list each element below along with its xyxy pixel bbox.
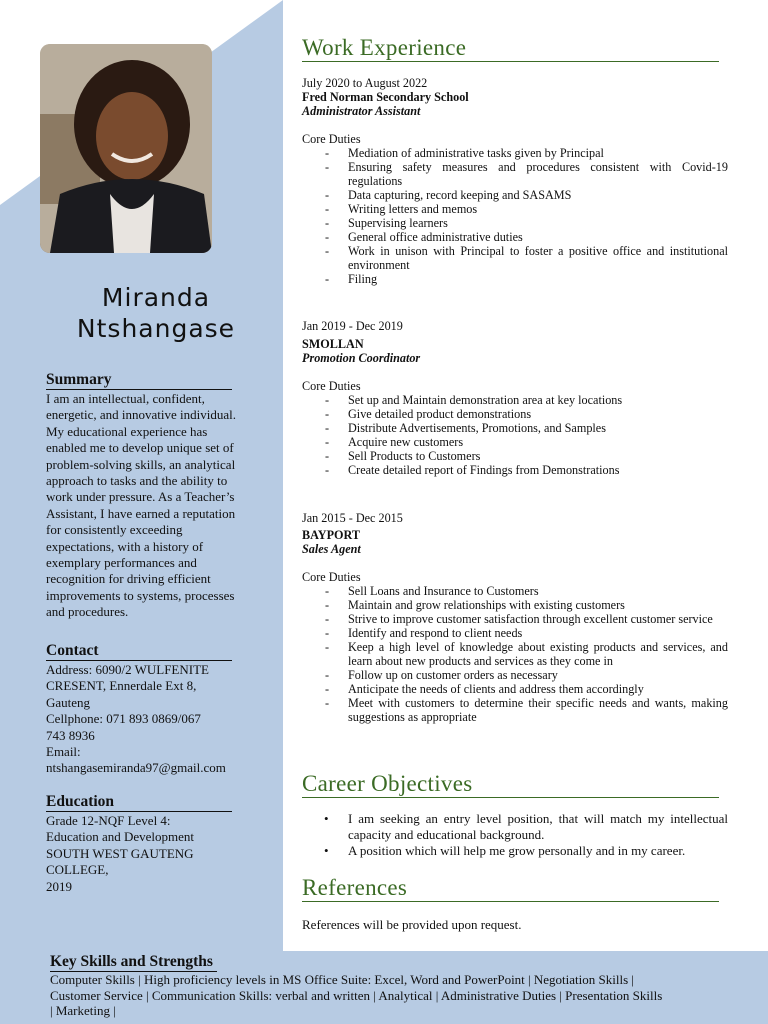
objective-item: • I am seeking an entry level position, that will match my intellectual capacity and educational background.: [302, 811, 728, 843]
education-line: Education and Development: [46, 829, 195, 845]
summary-line: enabled me to develop unique set of: [46, 440, 234, 456]
job-dates: Jan 2019 - Dec 2019: [302, 319, 403, 333]
skills-line: Customer Service | Communication Skills: verbal and written | Analytical | Administrative Duties | Presentation Skills: [50, 987, 663, 1003]
summary-line: work under pressure. As a Teacher’s: [46, 489, 235, 505]
duty-item: - Data capturing, record keeping and SASAMS: [302, 188, 728, 202]
summary-section: [46, 371, 266, 621]
duty-item: - Maintain and grow relationships with existing customers: [302, 598, 728, 612]
duty-item: - General office administrative duties: [302, 230, 728, 244]
duty-item: - Identify and respond to client needs: [302, 626, 728, 640]
duty-item: - Keep a high level of knowledge about existing products and services, and learn about new products and services as they come in: [302, 640, 728, 668]
summary-line: Assistant, I have earned a reputation: [46, 505, 236, 521]
job-employer: SMOLLAN: [302, 337, 364, 351]
contact-line: CRESENT, Ennerdale Ext 8,: [46, 678, 197, 694]
career-objectives-section: [302, 811, 728, 859]
references-heading: References: [302, 874, 719, 902]
duty-item: - Acquire new customers: [302, 435, 728, 449]
skills-line: Computer Skills | High proficiency levels in MS Office Suite: Excel, Word and PowerPoint | Negotiation Skills |: [50, 972, 634, 987]
candidate-name: [40, 282, 272, 344]
contact-line: Address: 6090/2 WULFENITE: [46, 662, 209, 677]
work-experience-heading: Work Experience: [302, 34, 719, 62]
objectives-list: [302, 811, 728, 859]
duty-item: - Set up and Maintain demonstration area at key locations: [302, 393, 728, 407]
summary-line: problem-solving skills, an analytical: [46, 456, 236, 472]
duties-list: [302, 393, 728, 477]
career-objectives-heading: Career Objectives: [302, 770, 719, 798]
job-entry: [302, 76, 728, 286]
duty-item: - Sell Loans and Insurance to Customers: [302, 584, 728, 598]
job-dates: Jan 2015 - Dec 2015: [302, 511, 403, 525]
job-dates: July 2020 to August 2022: [302, 76, 428, 90]
summary-line: My educational experience has: [46, 423, 208, 439]
job-entry: [302, 319, 728, 477]
duty-item: - Distribute Advertisements, Promotions, and Samples: [302, 421, 728, 435]
education-line: SOUTH WEST GAUTENG: [46, 845, 194, 861]
job-role: Promotion Coordinator: [302, 351, 421, 365]
summary-line: exemplary performances and: [46, 555, 197, 571]
job-role: Sales Agent: [302, 542, 361, 556]
duty-item: - Sell Products to Customers: [302, 449, 728, 463]
duty-item: - Strive to improve customer satisfaction through excellent customer service: [302, 612, 728, 626]
references-text: References will be provided upon request.: [302, 917, 522, 932]
education-section: [46, 793, 266, 895]
core-duties-label: Core Duties: [302, 379, 361, 393]
first-name: Miranda: [101, 283, 211, 312]
duty-item: - Supervising learners: [302, 216, 728, 230]
education-heading: Education: [46, 793, 232, 812]
skills-line: | Marketing |: [50, 1003, 116, 1018]
duty-item: - Follow up on customer orders as necessary: [302, 668, 728, 682]
last-name: Ntshangase: [76, 314, 236, 343]
duty-item: - Filing: [302, 272, 728, 286]
summary-line: improvements to systems, processes: [46, 587, 235, 603]
duty-item: - Meet with customers to determine their specific needs and wants, making suggestions as appropriate: [302, 696, 728, 724]
summary-line: expectations, with a history of: [46, 538, 204, 554]
contact-line: Cellphone: 071 893 0869/067: [46, 711, 201, 727]
duty-item: - Anticipate the needs of clients and address them accordingly: [302, 682, 728, 696]
job-role: Administrator Assistant: [302, 104, 421, 118]
profile-photo: [40, 44, 212, 253]
contact-section: [46, 642, 266, 777]
core-duties-label: Core Duties: [302, 132, 361, 146]
duty-item: - Writing letters and memos: [302, 202, 728, 216]
duty-item: - Give detailed product demonstrations: [302, 407, 728, 421]
duties-list: [302, 584, 728, 724]
duty-item: - Ensuring safety measures and procedures consistent with Covid-19 regulations: [302, 160, 728, 188]
summary-line: I am an intellectual, confident,: [46, 391, 205, 406]
job-entry: [302, 511, 728, 724]
summary-line: for consistently exceeding: [46, 522, 183, 538]
skills-section: [50, 953, 740, 1019]
duty-item: - Create detailed report of Findings from Demonstrations: [302, 463, 728, 477]
job-employer: BAYPORT: [302, 528, 361, 542]
contact-line: Email:: [46, 744, 81, 760]
contact-heading: Contact: [46, 642, 232, 661]
duty-item: - Work in unison with Principal to foster a positive office and institutional environment: [302, 244, 728, 272]
core-duties-label: Core Duties: [302, 570, 361, 584]
summary-line: recognition for driving efficient: [46, 571, 211, 587]
education-line: COLLEGE,: [46, 862, 109, 878]
contact-line: Gauteng: [46, 694, 91, 710]
contact-line: 743 8936: [46, 727, 95, 743]
duty-item: - Mediation of administrative tasks given by Principal: [302, 146, 728, 160]
summary-line: approach to tasks and the ability to: [46, 473, 228, 489]
job-employer: Fred Norman Secondary School: [302, 90, 469, 104]
education-line: 2019: [46, 878, 72, 894]
duties-list: [302, 146, 728, 286]
education-line: Grade 12-NQF Level 4:: [46, 813, 171, 828]
summary-line: and procedures.: [46, 604, 129, 620]
summary-line: energetic, and innovative individual.: [46, 407, 237, 423]
objective-item: • A position which will help me grow personally and in my career.: [302, 843, 728, 859]
contact-email[interactable]: ntshangasemiranda97@gmail.com: [46, 760, 226, 776]
skills-heading: Key Skills and Strengths: [50, 953, 217, 972]
summary-heading: Summary: [46, 371, 232, 390]
